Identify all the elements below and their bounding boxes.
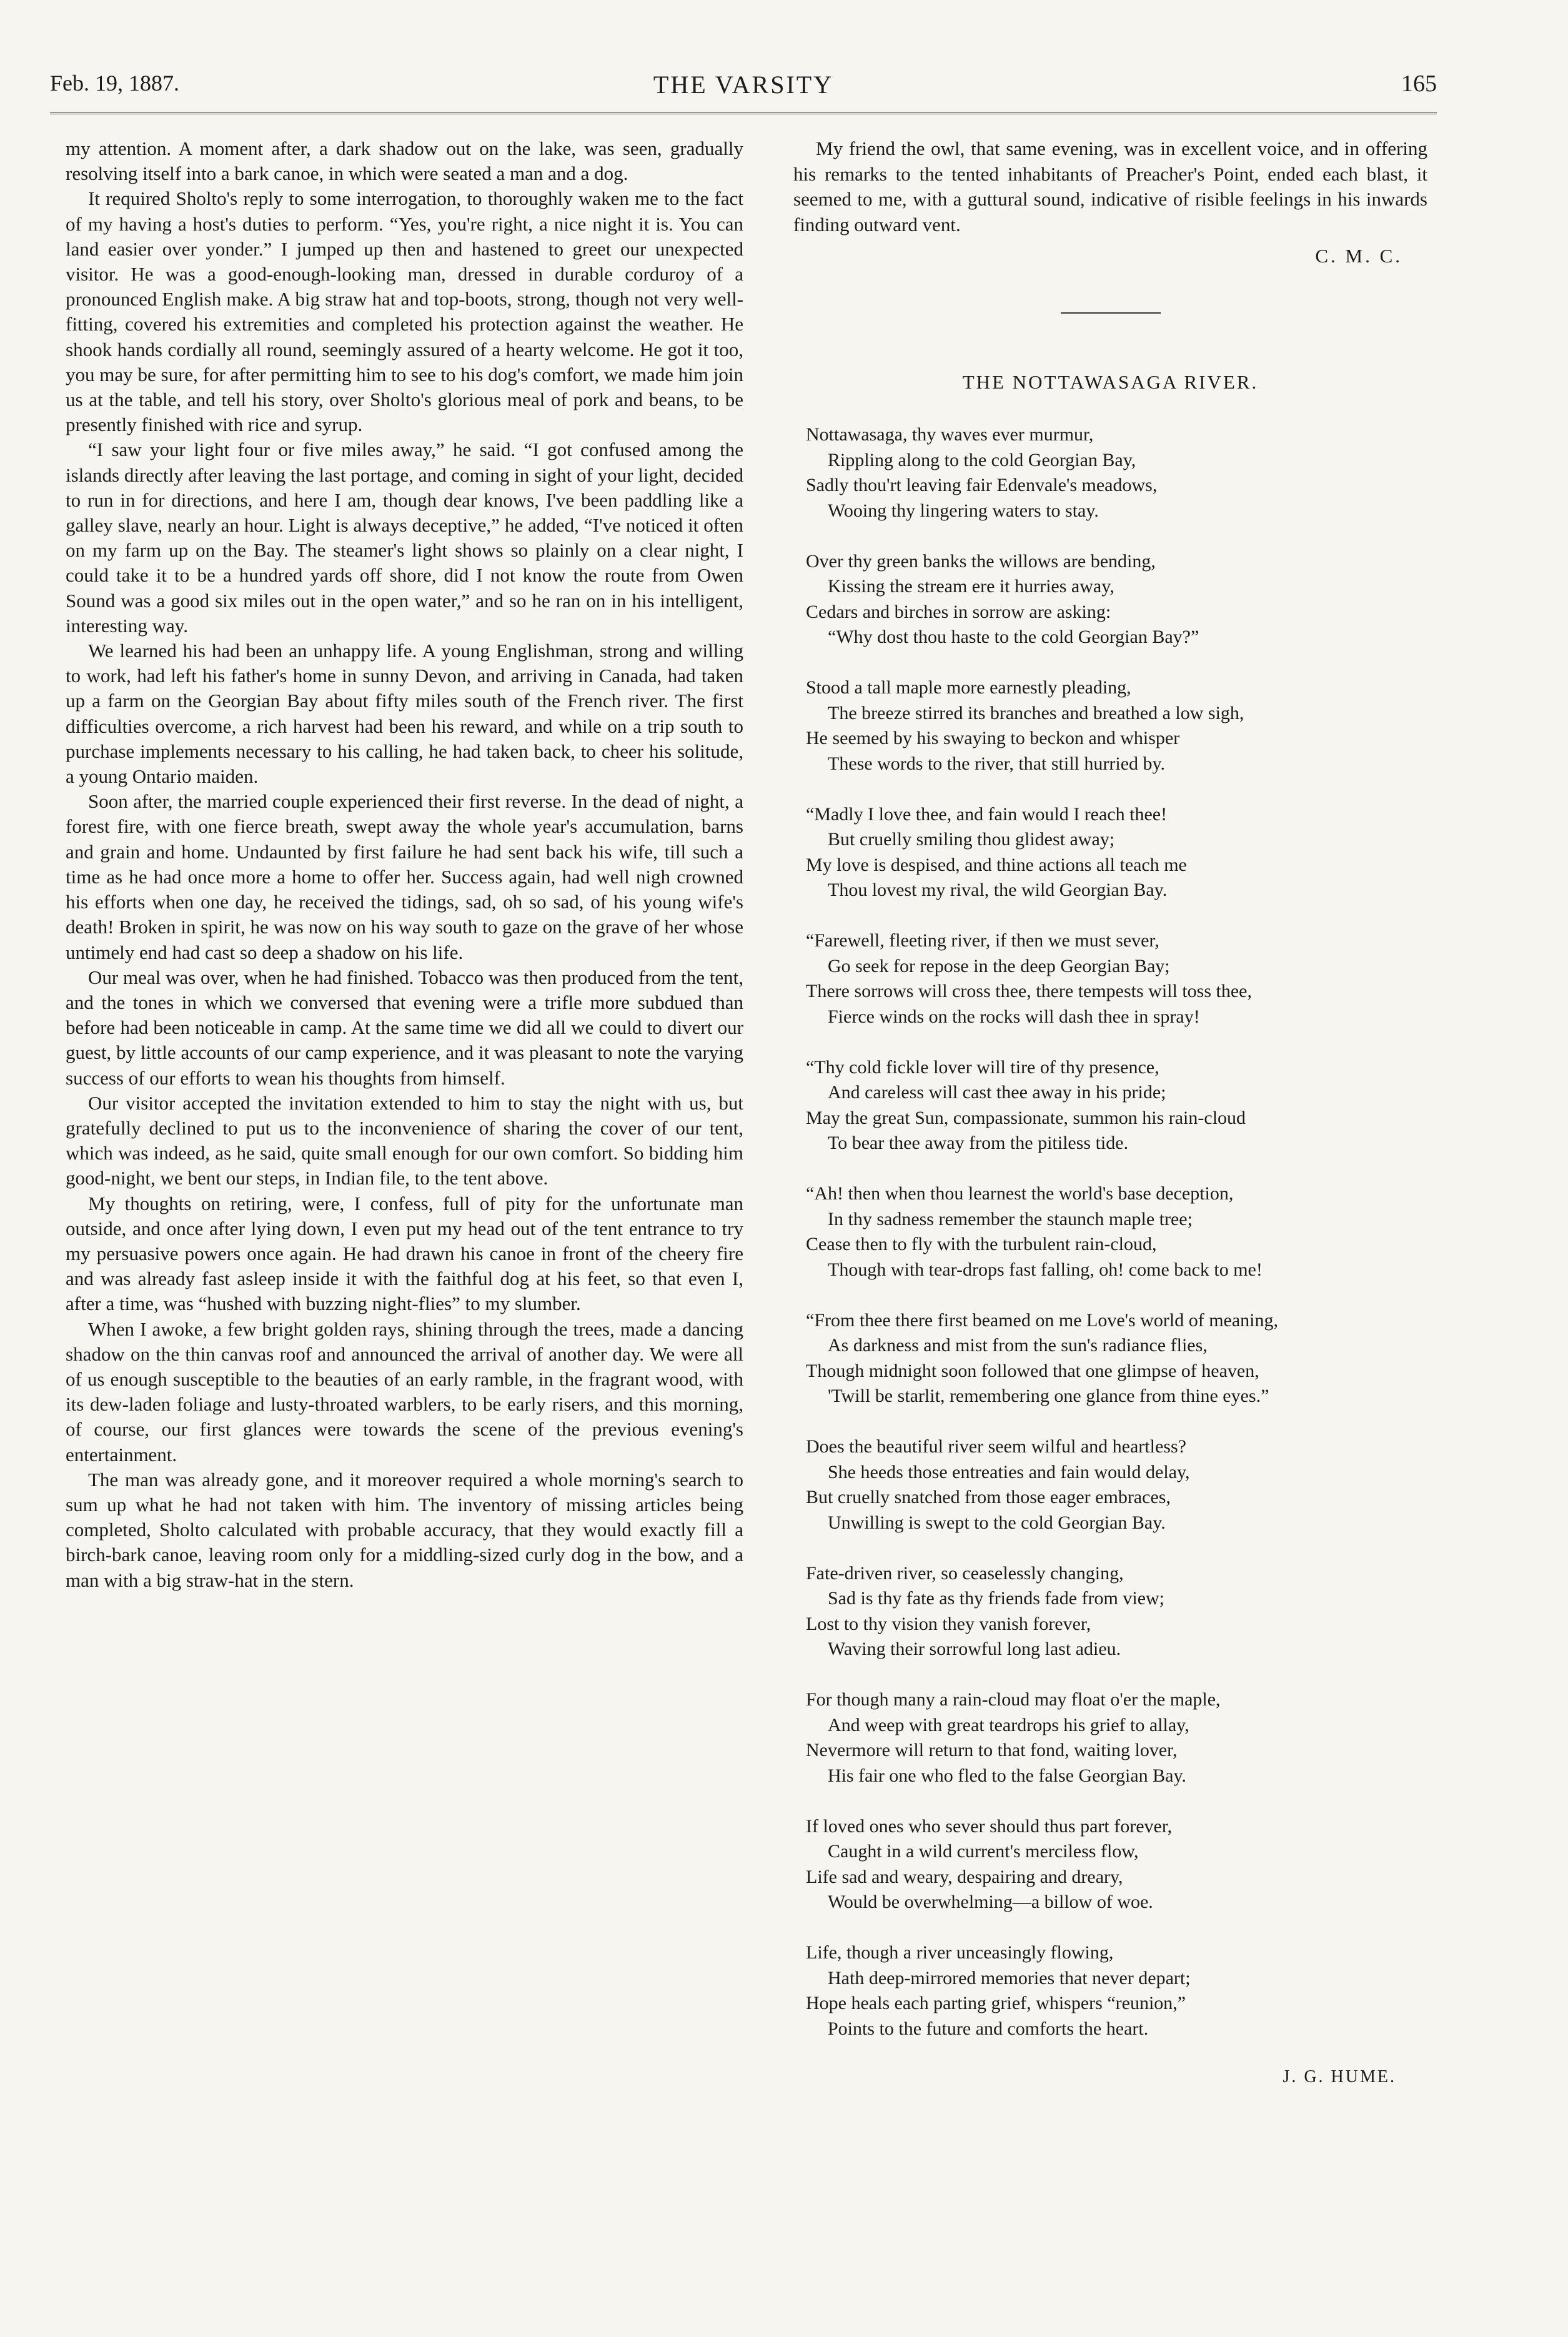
- poem-line: Nottawasaga, thy waves ever murmur,: [806, 424, 1094, 445]
- right-column: [793, 136, 1427, 2087]
- poem-body: [793, 422, 1427, 2042]
- poem-line: And weep with great teardrops his grief to allay,: [828, 1714, 1189, 1735]
- poem-line: His fair one who fled to the false Georgian Bay.: [828, 1765, 1186, 1786]
- poem-line: Lost to thy vision they vanish forever,: [806, 1613, 1091, 1634]
- poem-line: Waving their sorrowful long last adieu.: [828, 1639, 1121, 1659]
- page-header: [50, 70, 1437, 107]
- poem-line: And careless will cast thee away in his pride;: [828, 1082, 1166, 1103]
- poem-stanza: [793, 1308, 1427, 1409]
- poem-line: “Madly I love thee, and fain would I reach thee!: [806, 803, 1168, 825]
- poem-line: Over thy green banks the willows are bending,: [806, 550, 1156, 572]
- poem-line: Cease then to fly with the turbulent rain-cloud,: [806, 1234, 1157, 1254]
- poem-line: To bear thee away from the pitiless tide.: [828, 1133, 1129, 1153]
- poem-line: “Thy cold fickle lover will tire of thy presence,: [806, 1056, 1159, 1078]
- poem-line: Though midnight soon followed that one glimpse of heaven,: [806, 1360, 1259, 1381]
- poem-stanza: [793, 1055, 1427, 1156]
- poem-line: As darkness and mist from the sun's radiance flies,: [828, 1335, 1208, 1356]
- poem-title: THE NOTTAWASAGA RIVER.: [962, 371, 1259, 393]
- poem-line: 'Twill be starlit, remembering one glance from thine eyes.”: [828, 1386, 1269, 1406]
- poem-line: These words to the river, that still hurried by.: [828, 753, 1166, 774]
- poem-line: If loved ones who sever should thus part forever,: [806, 1815, 1173, 1837]
- poem-stanza: [793, 422, 1427, 523]
- story-paragraph: Our visitor accepted the invitation extended to him to stay the night with us, but gratefully declined to put us to the inconvenience of sharing the cover of our tent, which was indeed, as he said, quite small enough for our own comfort. So bidding him good-night, we bent our steps, in Indian file, to the tent above.: [66, 1091, 743, 1189]
- poem-line: In thy sadness remember the staunch maple tree;: [828, 1208, 1193, 1229]
- poem-line: Wooing thy lingering waters to stay.: [828, 500, 1099, 521]
- poem-line: Life sad and weary, despairing and dreary,: [806, 1866, 1123, 1887]
- publication-title: THE VARSITY: [653, 71, 834, 99]
- story-paragraph: The man was already gone, and it moreover required a whole morning's search to sum up what he had not taken with him. The inventory of missing articles being completed, Sholto calculated with probable accuracy, that they would exactly fill a birch-bark canoe, leaving room only for a middling-sized curly dog in the bow, and a man with a big straw-hat in the stern.: [66, 1468, 743, 1591]
- page-number: 165: [1401, 71, 1437, 97]
- story-paragraph: Soon after, the married couple experienced their first reverse. In the dead of night, a forest fire, with one fierce breath, swept away the whole year's accumulation, barns and grain and home. Undaunted by first failure he had sent back his wife, till such a time as he had once more a home to offer her. Success again, had well nigh crowned his efforts when one day, he received the tidings, sad, oh so sad, of his young wife's death! Broken in spirit, he was now on his way south to gaze on the grave of her whose untimely end had cast so deep a shadow on his life.: [66, 790, 743, 963]
- story-paragraph: “I saw your light four or five miles away,” he said. “I got confused among the islands directly after leaving the last portage, and coming in sight of your light, decided to run in for directions, and here I am, though dear knows, I've been paddling like a galley slave, nearly an hour. Light is always deceptive,” he added, “I've noticed it often on my farm up on the Bay. The steamer's light shows so plainly on a clear night, I could take it to be a hundred yards off shore, did I not know the route from Owen Sound was a good six miles out in the open water,” and so he ran on in his intelligent, interesting way.: [66, 439, 743, 637]
- poem-line: He seemed by his swaying to beckon and whisper: [806, 728, 1180, 748]
- poem-author: J. G. HUME.: [1283, 2067, 1396, 2086]
- story-paragraph: When I awoke, a few bright golden rays, shining through the trees, made a dancing shadow on the thin canvas roof and announced the arrival of another day. We were all of us enough susceptible to the beauties of an early ramble, in the fragrant wood, with its dew-laden foliage and lusty-throated warblers, to be early risers, and this morning, of course, our first glances were towards the scene of the previous evening's entertainment.: [66, 1317, 743, 1466]
- poem-stanza: [793, 1561, 1427, 1662]
- poem-line: Life, though a river unceasingly flowing,: [806, 1942, 1114, 1963]
- story-paragraph: Our meal was over, when he had finished. Tobacco was then produced from the tent, and the tones in which we conversed that evening were a trifle more subdued than before had been noticeable in camp. At the same time we did all we could to divert our guest, by little accounts of our camp experience, and it was pleasant to note the varying success of our efforts to wean his thoughts from himself.: [66, 966, 743, 1089]
- poem-line: “From thee there first beamed on me Love's world of meaning,: [806, 1309, 1279, 1331]
- poem-stanza: [793, 549, 1427, 650]
- story-paragraph: We learned his had been an unhappy life. A young Englishman, strong and willing to work, had left his father's home in sunny Devon, and arriving in Canada, had taken up a farm on the Georgian Bay about fifty miles south of the French river. The first difficulties overcome, a rich harvest had been his reward, and while on a trip south to purchase implements necessary to his calling, he had taken back, to cheer his solitude, a young Ontario maiden.: [66, 640, 743, 788]
- story-paragraph: my attention. A moment after, a dark shadow out on the lake, was seen, gradually resolving itself into a bark canoe, in which were seated a man and a dog.: [66, 137, 743, 185]
- poem-line: My love is despised, and thine actions all teach me: [806, 854, 1187, 875]
- header-rule: [50, 112, 1437, 114]
- poem-line: Hath deep-mirrored memories that never depart;: [828, 1967, 1191, 1988]
- section-divider: [1061, 312, 1161, 314]
- poem-line: There sorrows will cross thee, there tempests will toss thee,: [806, 981, 1252, 1001]
- poem-stanza: [793, 675, 1427, 777]
- poem-line: Points to the future and comforts the heart.: [828, 2018, 1149, 2039]
- story-signature: C. M. C.: [1315, 245, 1402, 267]
- poem-line: Cedars and birches in sorrow are asking:: [806, 601, 1111, 622]
- poem-line: Fate-driven river, so ceaselessly changing,: [806, 1562, 1124, 1584]
- story-column: [66, 136, 743, 1593]
- poem-line: Thou lovest my rival, the wild Georgian Bay.: [828, 880, 1168, 900]
- poem-line: Fierce winds on the rocks will dash thee in spray!: [828, 1006, 1200, 1027]
- poem-line: May the great Sun, compassionate, summon his rain-cloud: [806, 1107, 1246, 1128]
- story-paragraph: It required Sholto's reply to some interrogation, to thoroughly waken me to the fact of my having a host's duties to perform. “Yes, you're right, a nice night it is. You can land easier over yonder.” I jumped up then and hastened to greet our unexpected visitor. He was a good-enough-looking man, dressed in durable corduroy of a pronounced English make. A big straw hat and top-boots, strong, though not very well-fitting, covered his extremities and completed his protection against the weather. He shook hands cordially all round, seemingly assured of a hearty welcome. He got it too, you may be sure, for after permitting him to see to his dog's comfort, we made him join us at the table, and tell his story, over Sholto's glorious meal of pork and beans, to be presently finished with rice and syrup.: [66, 187, 743, 436]
- poem-line: The breeze stirred its branches and breathed a low sigh,: [828, 702, 1244, 723]
- poem-stanza: [793, 928, 1427, 1030]
- poem-line: Caught in a wild current's merciless flow,: [828, 1841, 1139, 1862]
- poem-line: Would be overwhelming—a billow of woe.: [828, 1892, 1153, 1912]
- poem-line: She heeds those entreaties and fain would delay,: [828, 1461, 1190, 1482]
- poem-line: Stood a tall maple more earnestly pleading,: [806, 677, 1131, 698]
- poem-line: “Why dost thou haste to the cold Georgian Bay?”: [828, 627, 1199, 647]
- poem-line: “Ah! then when thou learnest the world's base deception,: [806, 1183, 1234, 1204]
- poem-stanza: [793, 1940, 1427, 2042]
- poem-stanza: [793, 1434, 1427, 1536]
- poem-line: But cruelly smiling thou glidest away;: [828, 829, 1115, 850]
- poem-line: But cruelly snatched from those eager embraces,: [806, 1487, 1171, 1507]
- poem-line: Sad is thy fate as thy friends fade from view;: [828, 1588, 1165, 1609]
- issue-date: Feb. 19, 1887.: [50, 71, 179, 96]
- poem-line: Go seek for repose in the deep Georgian Bay;: [828, 955, 1170, 976]
- poem-stanza: [793, 1687, 1427, 1789]
- story-paragraph: My thoughts on retiring, were, I confess, full of pity for the unfortunate man outside, and once after lying down, I even put my head out of the tent entrance to try my persuasive powers once again. He had drawn his canoe in front of the cheery fire and was already fast asleep inside it with the faithful dog at his feet, so that even I, after a time, was “hushed with buzzing night-flies” to my slumber.: [66, 1192, 743, 1315]
- poem-line: Sadly thou'rt leaving fair Edenvale's meadows,: [806, 475, 1158, 495]
- poem-line: Does the beautiful river seem wilful and heartless?: [806, 1436, 1186, 1457]
- poem-line: Rippling along to the cold Georgian Bay,: [828, 449, 1136, 470]
- poem-line: Unwilling is swept to the cold Georgian Bay.: [828, 1512, 1166, 1533]
- poem-line: Though with tear-drops fast falling, oh! come back to me!: [828, 1259, 1263, 1280]
- poem-stanza: [793, 802, 1427, 903]
- poem-line: Kissing the stream ere it hurries away,: [828, 576, 1114, 597]
- poem-line: “Farewell, fleeting river, if then we must sever,: [806, 930, 1159, 951]
- poem-stanza: [793, 1181, 1427, 1283]
- poem-line: Nevermore will return to that fond, waiting lover,: [806, 1740, 1178, 1760]
- poem-line: Hope heals each parting grief, whispers “reunion,”: [806, 1993, 1186, 2013]
- poem-stanza: [793, 1814, 1427, 1915]
- poem-line: For though many a rain-cloud may float o'er the maple,: [806, 1689, 1221, 1710]
- owl-paragraph: My friend the owl, that same evening, was in excellent voice, and in offering his remarks to the tented inhabitants of Preacher's Point, ended each blast, it seemed to me, with a guttural sound, indicative of risible feelings in his inwards finding outward vent.: [793, 137, 1427, 236]
